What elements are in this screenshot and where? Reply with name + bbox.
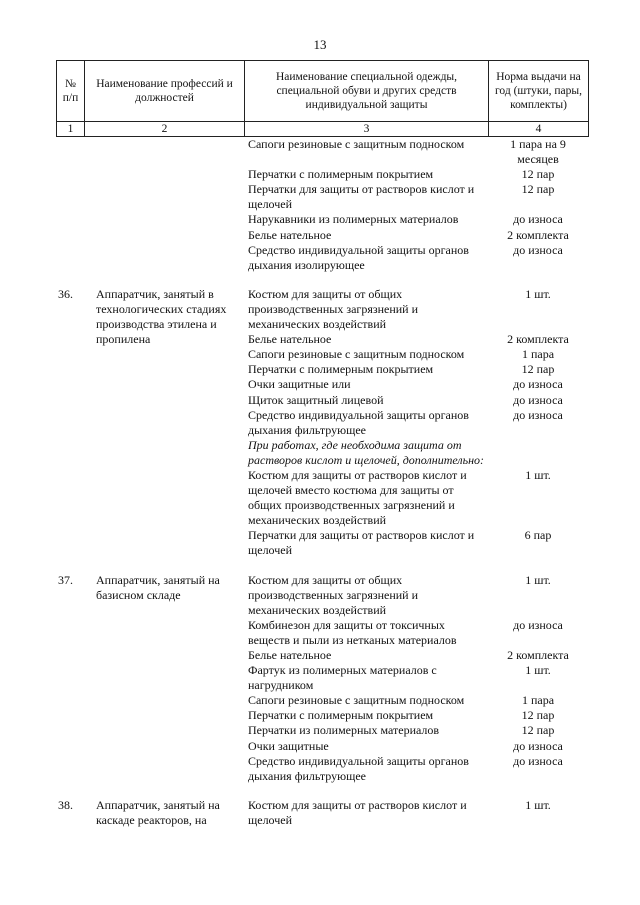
profession-name: Аппаратчик, занятый на базисном складе xyxy=(96,572,220,602)
issue-norm: 1 пара xyxy=(521,347,555,362)
row-number: 36. xyxy=(58,286,73,301)
table-header xyxy=(56,60,589,137)
issue-norm: до износа xyxy=(513,392,563,407)
table-row-group xyxy=(56,137,588,273)
equipment-name: Костюм для защиты от растворов кислот и щелочей вместо костюма для защиты от общих производственных загрязнений и механических воздействий xyxy=(248,467,467,528)
issue-norm: 12 пар xyxy=(521,167,555,182)
issue-norm: до износа xyxy=(513,407,563,422)
header-number: № п/п xyxy=(57,61,85,122)
issue-norm: 1 пара xyxy=(521,693,555,708)
equipment-name: Перчатки с полимерным покрытием xyxy=(248,167,434,182)
issue-norm: 2 комплекта xyxy=(507,227,569,242)
issue-norm: 1 шт. xyxy=(525,572,551,587)
issue-norm: 2 комплекта xyxy=(507,332,569,347)
equipment-name: Перчатки с полимерным покрытием xyxy=(248,362,434,377)
row-number xyxy=(56,137,84,273)
equipment-name: Костюм для защиты от общих производственных загрязнений и механических воздействий xyxy=(248,572,419,617)
issue-norm: до износа xyxy=(513,753,563,768)
equipment-name: Белье нательное xyxy=(248,332,332,347)
issue-norm xyxy=(488,438,588,468)
issue-norm: 2 комплекта xyxy=(507,648,569,662)
equipment-name: Комбинезон для защиты от токсичных веществ и пыли из нетканых материалов xyxy=(248,617,457,647)
equipment-name: Перчатки с полимерным покрытием xyxy=(248,708,434,723)
table-body xyxy=(56,137,588,828)
issue-norm: до износа xyxy=(513,617,563,632)
equipment-name: Очки защитные или xyxy=(248,377,351,392)
issue-norm: до износа xyxy=(513,242,563,257)
table-row-group xyxy=(56,287,588,559)
issue-norm: 12 пар xyxy=(521,708,555,723)
row-number: 37. xyxy=(58,572,73,587)
equipment-name: Фартук из полимерных материалов с нагрудником xyxy=(248,663,437,693)
issue-norm: 12 пар xyxy=(521,723,555,738)
equipment-name: Перчатки для защиты от растворов кислот и щелочей xyxy=(248,182,475,212)
column-number: 1 xyxy=(57,122,85,137)
row-number: 38. xyxy=(58,797,73,812)
issue-norm: 1 шт. xyxy=(525,286,551,301)
equipment-name: Сапоги резиновые с защитным подноском xyxy=(248,137,465,151)
equipment-name: Сапоги резиновые с защитным подноском xyxy=(248,347,465,362)
equipment-name: Белье нательное xyxy=(248,648,332,662)
issue-norm: до износа xyxy=(513,212,563,227)
equipment-name: Очки защитные xyxy=(248,738,329,753)
equipment-name: Сапоги резиновые с защитным подноском xyxy=(248,693,465,708)
equipment-name: Щиток защитный лицевой xyxy=(248,392,384,407)
issue-norm: 1 шт. xyxy=(525,467,551,482)
equipment-name: Перчатки из полимерных материалов xyxy=(248,723,440,738)
profession-name: Аппаратчик, занятый в технологических стадиях производства этилена и пропилена xyxy=(96,286,227,347)
equipment-name: Средство индивидуальной защиты органов дыхания фильтрующее xyxy=(248,407,469,437)
profession-name: Аппаратчик, занятый на каскаде реакторов, на xyxy=(96,797,220,827)
condition-note: При работах, где необходима защита от растворов кислот и щелочей, дополнительно: xyxy=(248,437,485,467)
equipment-name: Средство индивидуальной защиты органов дыхания фильтрующее xyxy=(248,753,469,783)
issue-norm: до износа xyxy=(513,738,563,753)
equipment-name: Средство индивидуальной защиты органов дыхания изолирующее xyxy=(248,242,469,272)
header-profession: Наименование профессий и должностей xyxy=(85,61,245,122)
page-number: 13 xyxy=(313,37,327,52)
issue-norm: 12 пар xyxy=(521,362,555,377)
column-number: 2 xyxy=(85,122,245,137)
issue-norm: до износа xyxy=(513,377,563,392)
table-row-group xyxy=(56,573,588,784)
issue-norm: 1 шт. xyxy=(525,797,551,812)
equipment-name: Нарукавники из полимерных материалов xyxy=(248,212,459,227)
equipment-name: Костюм для защиты от растворов кислот и щелочей xyxy=(248,797,467,827)
equipment-name: Белье нательное xyxy=(248,227,332,242)
column-number: 4 xyxy=(489,122,589,137)
issue-norm: 1 шт. xyxy=(525,663,551,678)
table-row-group xyxy=(56,798,588,828)
issue-norm: 12 пар xyxy=(521,182,555,197)
header-norm: Норма выдачи на год (штуки, пары, комплекты) xyxy=(489,61,589,122)
equipment-name: Перчатки для защиты от растворов кислот и щелочей xyxy=(248,528,475,558)
header-equipment: Наименование специальной одежды, специальной обуви и других средств индивидуальной защиты xyxy=(245,61,489,122)
equipment-name: Костюм для защиты от общих производственных загрязнений и механических воздействий xyxy=(248,286,419,332)
issue-norm: 6 пар xyxy=(524,528,552,543)
column-number: 3 xyxy=(245,122,489,137)
issue-norm: 1 пара на 9 месяцев xyxy=(510,137,566,167)
profession-name xyxy=(84,137,244,273)
